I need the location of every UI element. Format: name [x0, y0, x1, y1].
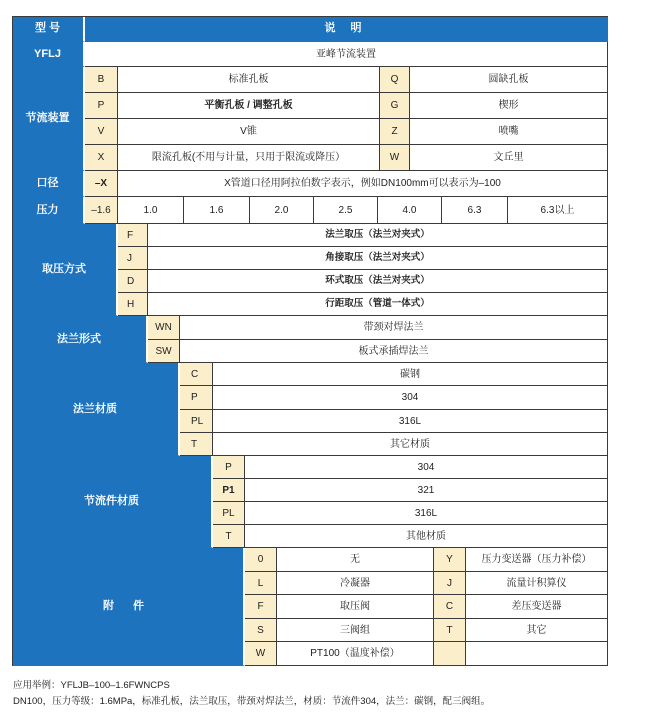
flange-type-label: 法兰形式 [12, 316, 148, 363]
throttle-text2: 文丘里 [410, 145, 608, 171]
flange-material-text: 316L [213, 410, 608, 433]
flange-material-code: C [180, 363, 213, 386]
tapping-text: 行距取压（管道一体式） [148, 293, 608, 316]
flange-type-text: 带颈对焊法兰 [180, 316, 608, 340]
element-material-text: 304 [245, 456, 608, 479]
element-material-code: P [213, 456, 245, 479]
throttle-text2: 喷嘴 [410, 119, 608, 145]
flange-type-text: 板式承插焊法兰 [180, 340, 608, 363]
throttle-code: P [85, 93, 118, 119]
throttle-code2: Q [380, 67, 410, 93]
pressure-value: –1.6 [85, 197, 118, 224]
yflj-name: 亚峰节流装置 [85, 42, 608, 67]
flange-material-text: 其它材质 [213, 433, 608, 456]
accessory-code2: C [434, 595, 466, 619]
throttle-text: 平衡孔板 / 调整孔板 [118, 93, 380, 119]
element-material-text: 316L [245, 502, 608, 525]
element-material-code: T [213, 525, 245, 548]
accessory-text2 [466, 642, 608, 666]
element-material-code: P1 [213, 479, 245, 502]
tapping-code: H [118, 293, 148, 316]
throttle-text: V锥 [118, 119, 380, 145]
throttle-code2: W [380, 145, 410, 171]
throttle-code: B [85, 67, 118, 93]
accessory-code: S [245, 619, 277, 642]
accessory-text2: 差压变送器 [466, 595, 608, 619]
element-material-label: 节流件材质 [12, 456, 213, 548]
tapping-text: 角接取压（法兰对夹式） [148, 247, 608, 270]
accessory-text: PT100（温度补偿） [277, 642, 434, 666]
diameter-label: 口径 [12, 171, 85, 197]
pressure-value: 2.5 [314, 197, 378, 224]
throttle-text: 标准孔板 [118, 67, 380, 93]
throttle-code: V [85, 119, 118, 145]
accessory-code2 [434, 642, 466, 666]
accessory-code2: T [434, 619, 466, 642]
pressure-value: 1.6 [184, 197, 250, 224]
pressure-value: 1.0 [118, 197, 184, 224]
tapping-code: J [118, 247, 148, 270]
accessory-text2: 流量计积算仪 [466, 572, 608, 595]
pressure-value: 2.0 [250, 197, 314, 224]
throttle-label: 节流装置 [12, 67, 85, 171]
accessory-label: 附 件 [12, 548, 245, 666]
pressure-value: 4.0 [378, 197, 442, 224]
accessory-code: W [245, 642, 277, 666]
accessory-code: F [245, 595, 277, 619]
header-description: 说 明 [85, 16, 608, 42]
flange-material-text: 304 [213, 386, 608, 410]
footer-example: 应用举例：YFLJB–100–1.6FWNCPS [13, 680, 170, 691]
pressure-value: 6.3 [442, 197, 508, 224]
flange-material-code: T [180, 433, 213, 456]
yflj-code: YFLJ [12, 42, 85, 67]
tapping-text: 法兰取压（法兰对夹式） [148, 224, 608, 247]
accessory-text: 无 [277, 548, 434, 572]
element-material-text: 321 [245, 479, 608, 502]
accessory-code2: Y [434, 548, 466, 572]
pressure-value: 6.3以上 [508, 197, 608, 224]
tapping-text: 环式取压（法兰对夹式） [148, 270, 608, 293]
flange-material-code: P [180, 386, 213, 410]
header-model: 型 号 [12, 16, 85, 42]
tapping-code: D [118, 270, 148, 293]
flange-type-code: SW [148, 340, 180, 363]
accessory-text: 冷凝器 [277, 572, 434, 595]
flange-material-label: 法兰材质 [12, 363, 180, 456]
throttle-code2: Z [380, 119, 410, 145]
accessory-code2: J [434, 572, 466, 595]
flange-type-code: WN [148, 316, 180, 340]
accessory-code: 0 [245, 548, 277, 572]
accessory-code: L [245, 572, 277, 595]
accessory-text2: 其它 [466, 619, 608, 642]
tapping-code: F [118, 224, 148, 247]
footer-description: DN100，压力等级：1.6MPa，标准孔板，法兰取压，带颈对焊法兰，材质：节流件304，法兰：碳钢，配三阀组。 [13, 696, 491, 707]
throttle-text2: 楔形 [410, 93, 608, 119]
throttle-text2: 圆缺孔板 [410, 67, 608, 93]
accessory-text: 取压阀 [277, 595, 434, 619]
flange-material-text: 碳钢 [213, 363, 608, 386]
diameter-code: –X [85, 171, 118, 197]
element-material-code: PL [213, 502, 245, 525]
throttle-text: 限流孔板(不用与计量，只用于限流或降压） [118, 145, 380, 171]
pressure-label: 压力 [12, 197, 85, 224]
accessory-text: 三阀组 [277, 619, 434, 642]
flange-material-code: PL [180, 410, 213, 433]
tapping-label: 取压方式 [12, 224, 118, 316]
throttle-code: X [85, 145, 118, 171]
throttle-code2: G [380, 93, 410, 119]
diameter-text: X管道口径用阿拉伯数字表示，例如DN100mm可以表示为–100 [118, 171, 608, 197]
element-material-text: 其他材质 [245, 525, 608, 548]
accessory-text2: 压力变送器（压力补偿） [466, 548, 608, 572]
